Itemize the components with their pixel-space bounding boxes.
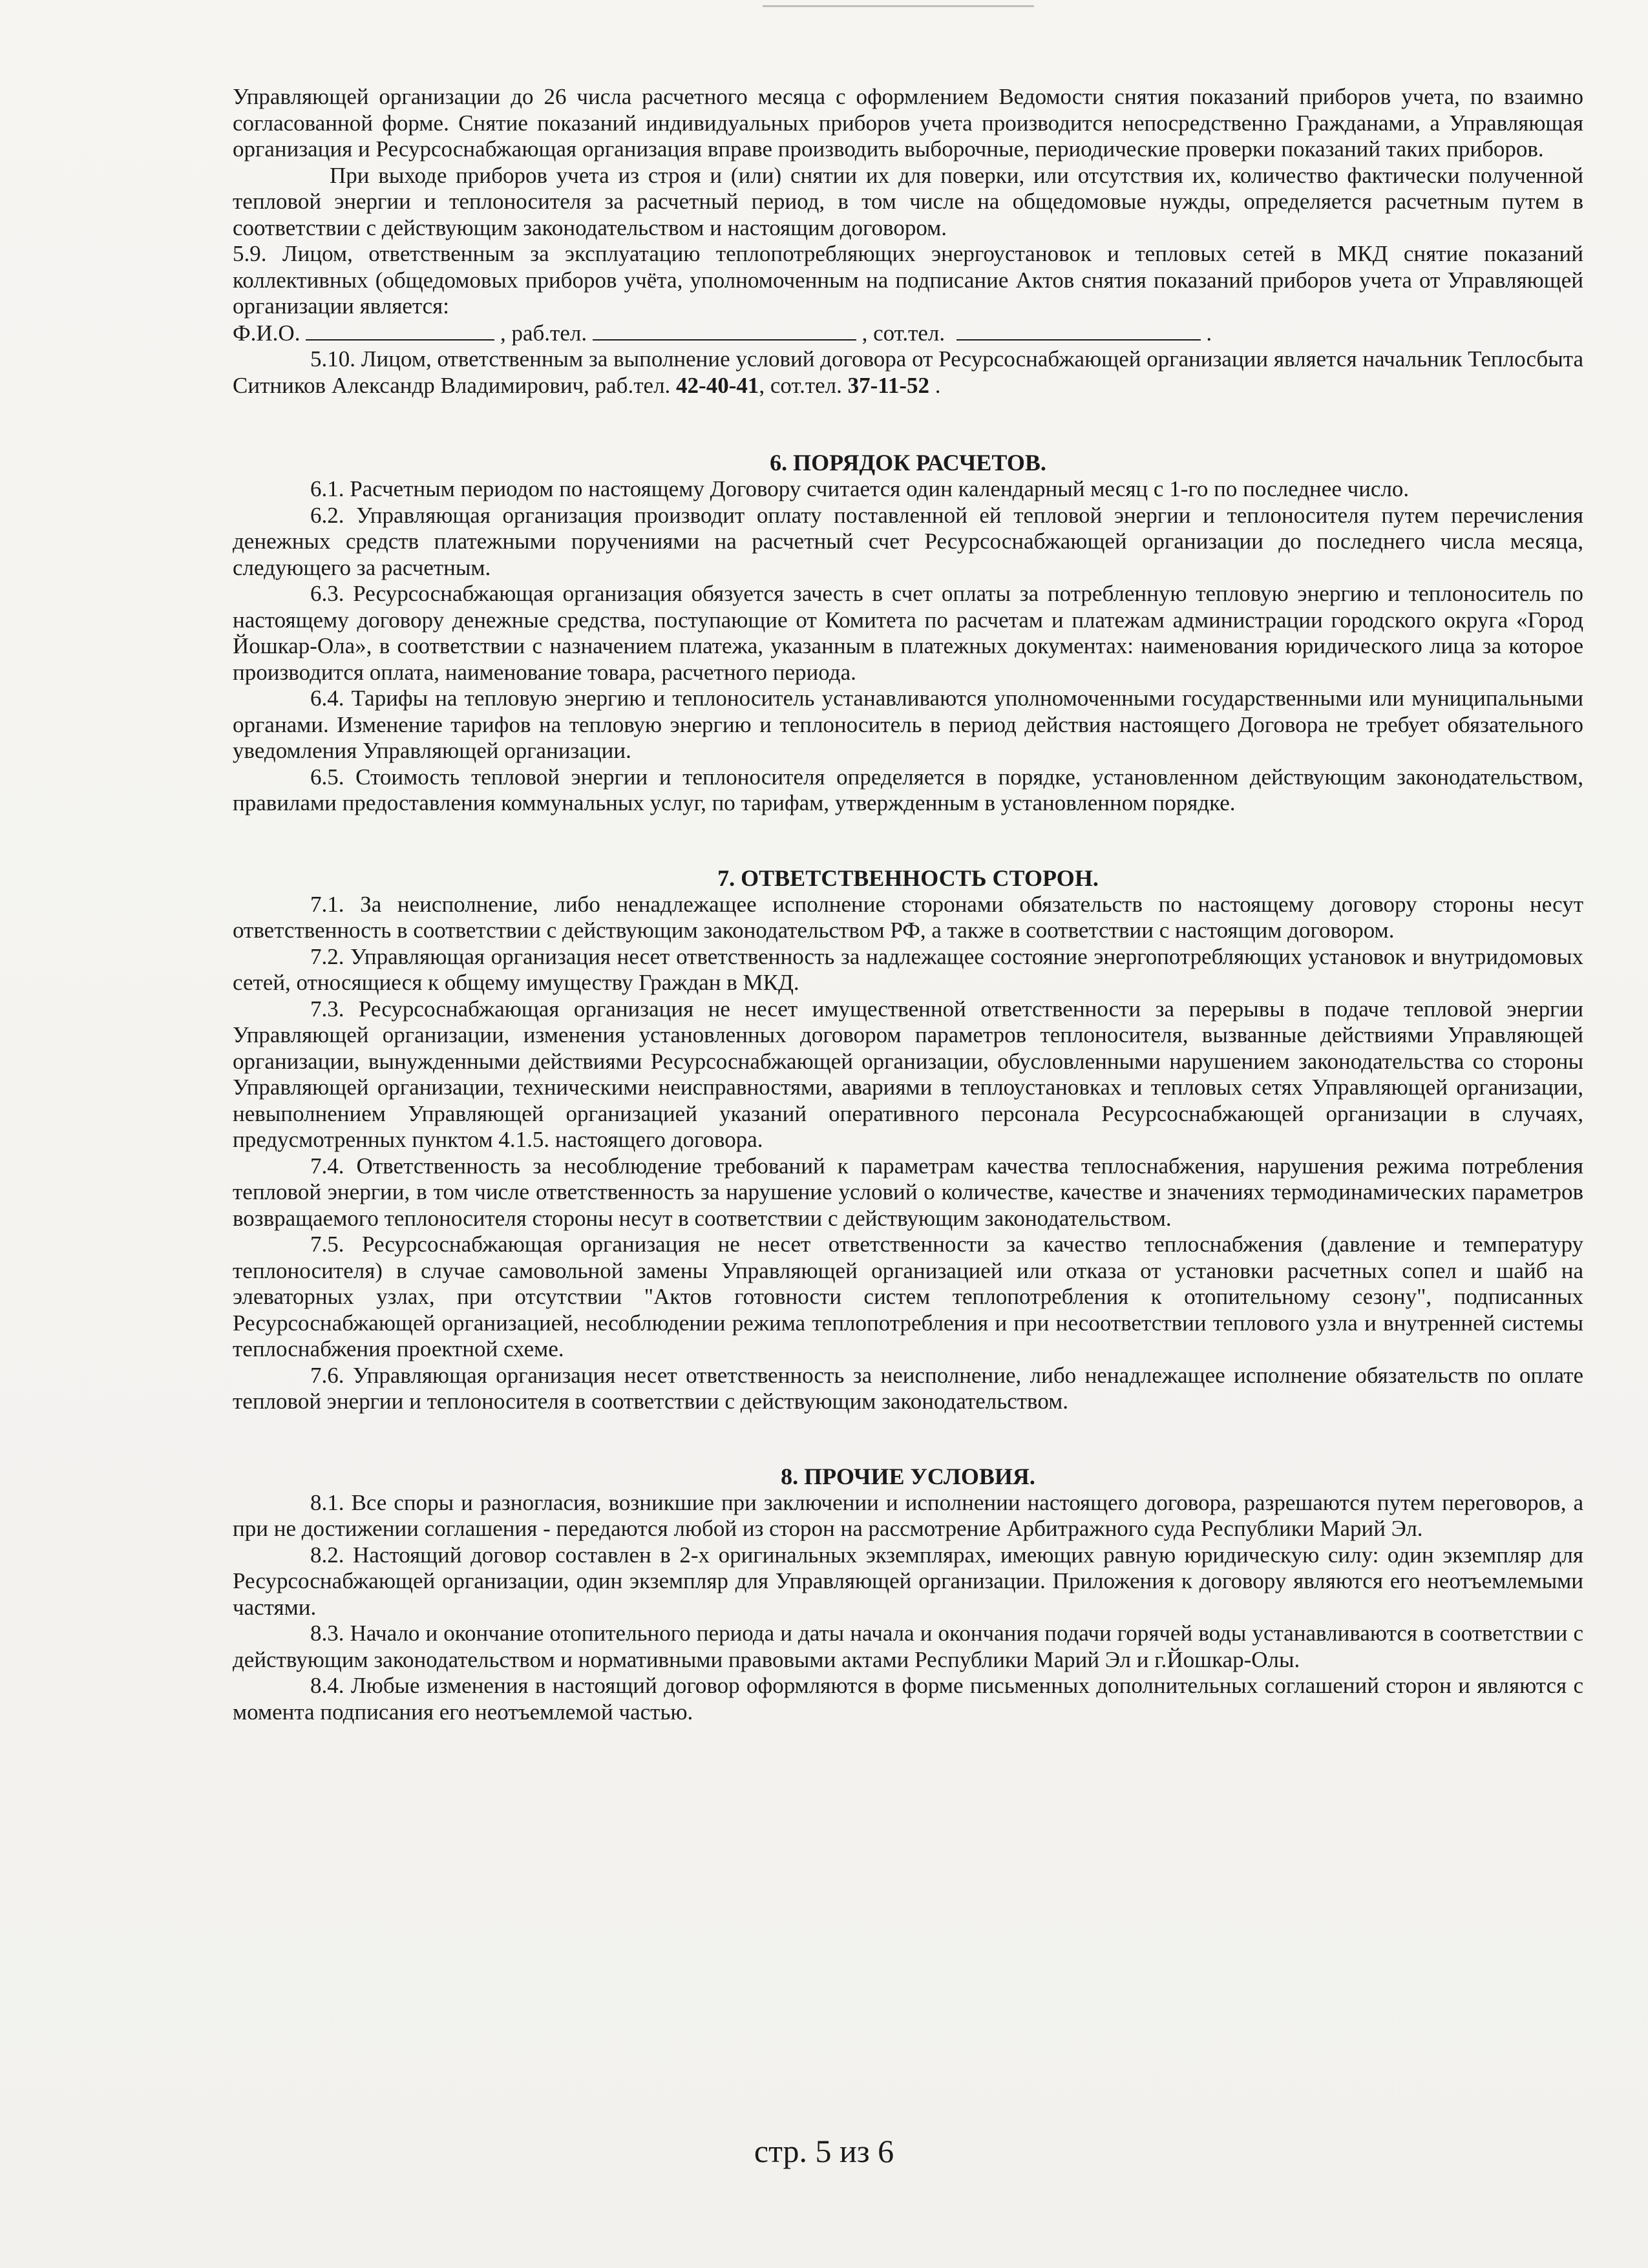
fio-blank — [306, 320, 494, 341]
paragraph-5-10-text: 5.10. Лицом, ответственным за выполнение условий договора от Ресурсоснабжающей организации является начальник Теплосбыта Ситников Александр Владимирович, раб.тел. — [233, 346, 1583, 398]
section-6-title: 6. ПОРЯДОК РАСЧЕТОВ. — [770, 450, 1046, 476]
paragraph-8-1: 8.1. Все споры и разногласия, возникшие при заключении и исполнении настоящего договора, разрешаются путем переговоров, а при не достижении соглашения - передаются любой из сторон на рассмотрение Арбитражного суда Республики Марий Эл. — [233, 1489, 1583, 1541]
fio-end: . — [1206, 320, 1212, 346]
work-phone-number: 42-40-41 — [676, 372, 759, 398]
cell-phone-label: , сот.тел. — [861, 320, 945, 346]
paragraph-cont-2: При выходе приборов учета из строя и (или) снятии их для поверки, или отсутствия их, количество фактически полученной тепловой энергии и теплоносителя за расчетный период, в том числе на общедомовые нужды, определяется расчетным путем в соответствии с действующим законодательством и настоящим договором. — [233, 162, 1583, 240]
paragraph-6-1: 6.1. Расчетным периодом по настоящему Договору считается один календарный месяц с 1-го по последнее число. — [310, 476, 1410, 501]
paragraph-8-2: 8.2. Настоящий договор составлен в 2-х оригинальных экземплярах, имеющих равную юридическую силу: один экземпляр для Ресурсоснабжающей организации, один экземпляр для Управляющей организации. Приложения к договору являются его неотъемлемыми частями. — [233, 1542, 1583, 1620]
paragraph-cont-1: Управляющей организации до 26 числа расчетного месяца с оформлением Ведомости снятия показаний приборов учета, по взаимно согласованной форме. Снятие показаний индивидуальных приборов учета производится непосредственно Гражданами, а Управляющая организация и Ресурсоснабжающая организация вправе производить выборочные, периодические проверки показаний таких приборов. — [233, 84, 1583, 162]
paragraph-5-9: 5.9. Лицом, ответственным за эксплуатацию теплопотребляющих энергоустановок и тепловых сетей в МКД снятие показаний коллективных (общедомовых приборов учёта, уполномоченным на подписание Актов снятия показаний приборов учета от Управляющей организации является: — [233, 241, 1583, 319]
paragraph-7-3: 7.3. Ресурсоснабжающая организация не несет имущественной ответственности за перерывы в подаче тепловой энергии Управляющей организации, изменения установленных договором параметров теплоносителя, вызванные действиями Управляющей организации, вынужденными действиями Ресурсоснабжающей организации, обусловленными нарушением законодательства со стороны Управляющей организации, техническими неисправностями, авариями в теплоустановках и тепловых сетях Управляющей организации, невыполнением Управляющей организацией указаний оперативного персонала Ресурсоснабжающей организации в случаях, предусмотренных пунктом 4.1.5. настоящего договора. — [233, 996, 1583, 1152]
section-7-title: 7. ОТВЕТСТВЕННОСТЬ СТОРОН. — [717, 865, 1099, 891]
fio-label: Ф.И.О. — [233, 320, 301, 346]
paragraph-6-4: 6.4. Тарифы на тепловую энергию и теплоноситель устанавливаются уполномоченными государственными или муниципальными органами. Изменение тарифов на тепловую энергию и теплоноситель в период действия настоящего Договора не требует обязательного уведомления Управляющей организации. — [233, 686, 1583, 763]
paragraph-8-4: 8.4. Любые изменения в настоящий договор оформляются в форме письменных дополнительных соглашений сторон и являются с момента подписания его неотъемлемой частью. — [233, 1673, 1583, 1725]
paragraph-6-5: 6.5. Стоимость тепловой энергии и теплоносителя определяется в порядке, установленном действующим законодательством, правилами предоставления коммунальных услуг, по тарифам, утвержденным в установленном порядке. — [233, 764, 1583, 815]
paragraph-7-2: 7.2. Управляющая организация несет ответственность за надлежащее состояние энергопотребляющих установок и внутридомовых сетей, относящиеся к общему имуществу Граждан в МКД. — [233, 943, 1583, 995]
scan-artifact — [763, 5, 1034, 16]
paragraph-7-4: 7.4. Ответственность за несоблюдение требований к параметрам качества теплоснабжения, нарушения режима потребления тепловой энергии, в том числе ответственность за нарушение условий о количестве, качестве и значениях термодинамических параметров возвращаемого теплоносителя стороны несут в соответствии с действующим законодательством. — [233, 1153, 1583, 1231]
paragraph-7-5: 7.5. Ресурсоснабжающая организация не несет ответственности за качество теплоснабжения (давление и температуру теплоносителя) в случае самовольной замены Управляющей организацией или отказа от установки расчетных сопел и шайб на элеваторных узлах, при отсутствии "Актов готовности систем теплопотребления к отопительному сезону", подписанных Ресурсоснабжающей организацией, несоблюдении режима теплопотребления и при несоответствии теплового узла и внутренней системы теплоснабжения проектной схеме. — [233, 1232, 1583, 1361]
paragraph-7-1: 7.1. За неисполнение, либо ненадлежащее исполнение сторонами обязательств по настоящему договору стороны несут ответственность в соответствии с действующим законодательством РФ, а также в соответствии с настоящим договором. — [233, 891, 1583, 943]
paragraph-5-10-end: . — [935, 372, 941, 398]
cell-phone-blank — [956, 320, 1201, 341]
page-number: стр. 5 из 6 — [754, 2133, 894, 2169]
paragraph-5-10 — [233, 346, 1583, 399]
paragraph-6-2: 6.2. Управляющая организация производит оплату поставленной ей тепловой энергии и теплоносителя путем перечисления денежных средств платежными поручениями на расчетный счет Ресурсоснабжающей организации до последнего числа месяца, следующего за расчетным. — [233, 502, 1583, 580]
work-phone-label: , раб.тел. — [500, 320, 587, 346]
paragraph-6-3: 6.3. Ресурсоснабжающая организация обязуется зачесть в счет оплаты за потребленную тепловую энергию и теплоноситель по настоящему договору денежные средства, поступающие от Комитета по расчетам и платежам администрации городского округа «Город Йошкар-Ола», в соответствии с назначением платежа, указанным в платежных документах: наименования юридического лица за которое производится оплата, наименование товара, расчетного периода. — [233, 581, 1583, 685]
paragraph-7-6: 7.6. Управляющая организация несет ответственность за неисполнение, либо ненадлежащее исполнение обязательств по оплате тепловой энергии и теплоносителя в соответствии с действующим законодательством. — [233, 1362, 1583, 1414]
cell-phone-number: 37-11-52 — [847, 372, 930, 398]
document-body — [233, 84, 1583, 1725]
cell-phone-label-2: , сот.тел. — [759, 372, 842, 398]
section-8-title: 8. ПРОЧИЕ УСЛОВИЯ. — [781, 1463, 1035, 1489]
work-phone-blank — [593, 320, 856, 341]
paragraph-8-3: 8.3. Начало и окончание отопительного периода и даты начала и окончания подачи горячей воды устанавливаются в соответствии с действующим законодательством и нормативными правовыми актами Республики Марий Эл и г.Йошкар-Олы. — [233, 1621, 1583, 1672]
fio-line — [233, 320, 1583, 347]
